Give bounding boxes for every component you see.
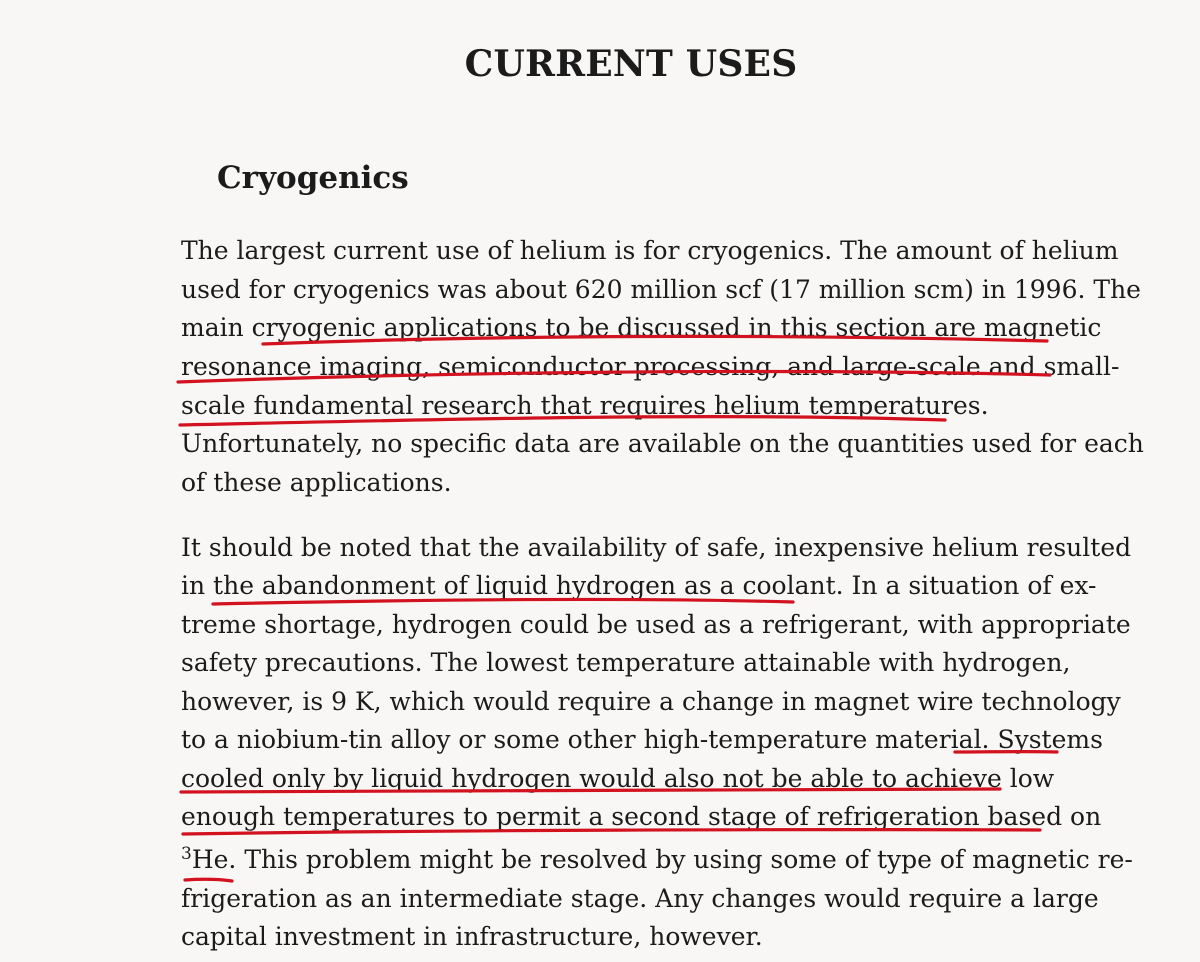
paragraph-line: in the abandonment of liquid hydrogen as a coolant. In a situation of ex-	[181, 571, 1097, 600]
paragraph-line-text: He. This problem might be resolved by using some of type of magnetic re-	[191, 845, 1133, 874]
paragraph-line: resonance imaging, semiconductor processing, and large-scale and small-	[181, 352, 1120, 381]
paragraph-line: cooled only by liquid hydrogen would also not be able to achieve low	[181, 764, 1055, 793]
paragraph-line: safety precautions. The lowest temperature attainable with hydrogen,	[181, 648, 1071, 677]
section-heading: Cryogenics	[217, 160, 409, 196]
paragraph-line: scale fundamental research that requires helium temperatures.	[181, 391, 989, 420]
paragraph-line: of these applications.	[181, 468, 452, 497]
paragraph-line: The largest current use of helium is for cryogenics. The amount of helium	[181, 236, 1119, 265]
underline-helium-3	[185, 879, 232, 881]
paragraph-line: It should be noted that the availability of safe, inexpensive helium resulted	[181, 533, 1132, 562]
paragraph-line: treme shortage, hydrogen could be used as a refrigerant, with appropriate	[181, 610, 1131, 639]
superscript-3: 3	[181, 844, 192, 864]
paragraph-line	[181, 845, 1133, 875]
paragraph-line: frigeration as an intermediate stage. Any changes would require a large	[181, 884, 1099, 913]
paragraph-line: Unfortunately, no specific data are available on the quantities used for each	[181, 429, 1144, 458]
paragraph-line: main cryogenic applications to be discussed in this section are magnetic	[181, 313, 1102, 342]
paragraph-line: to a niobium-tin alloy or some other high-temperature material. Systems	[181, 725, 1103, 754]
paragraph-line: capital investment in infrastructure, however.	[181, 922, 763, 951]
paragraph-line: enough temperatures to permit a second stage of refrigeration based on	[181, 802, 1102, 831]
page-title: CURRENT USES	[464, 43, 798, 85]
paragraph-line: however, is 9 K, which would require a change in magnet wire technology	[181, 687, 1121, 716]
paragraph-line: used for cryogenics was about 620 million scf (17 million scm) in 1996. The	[181, 275, 1141, 304]
